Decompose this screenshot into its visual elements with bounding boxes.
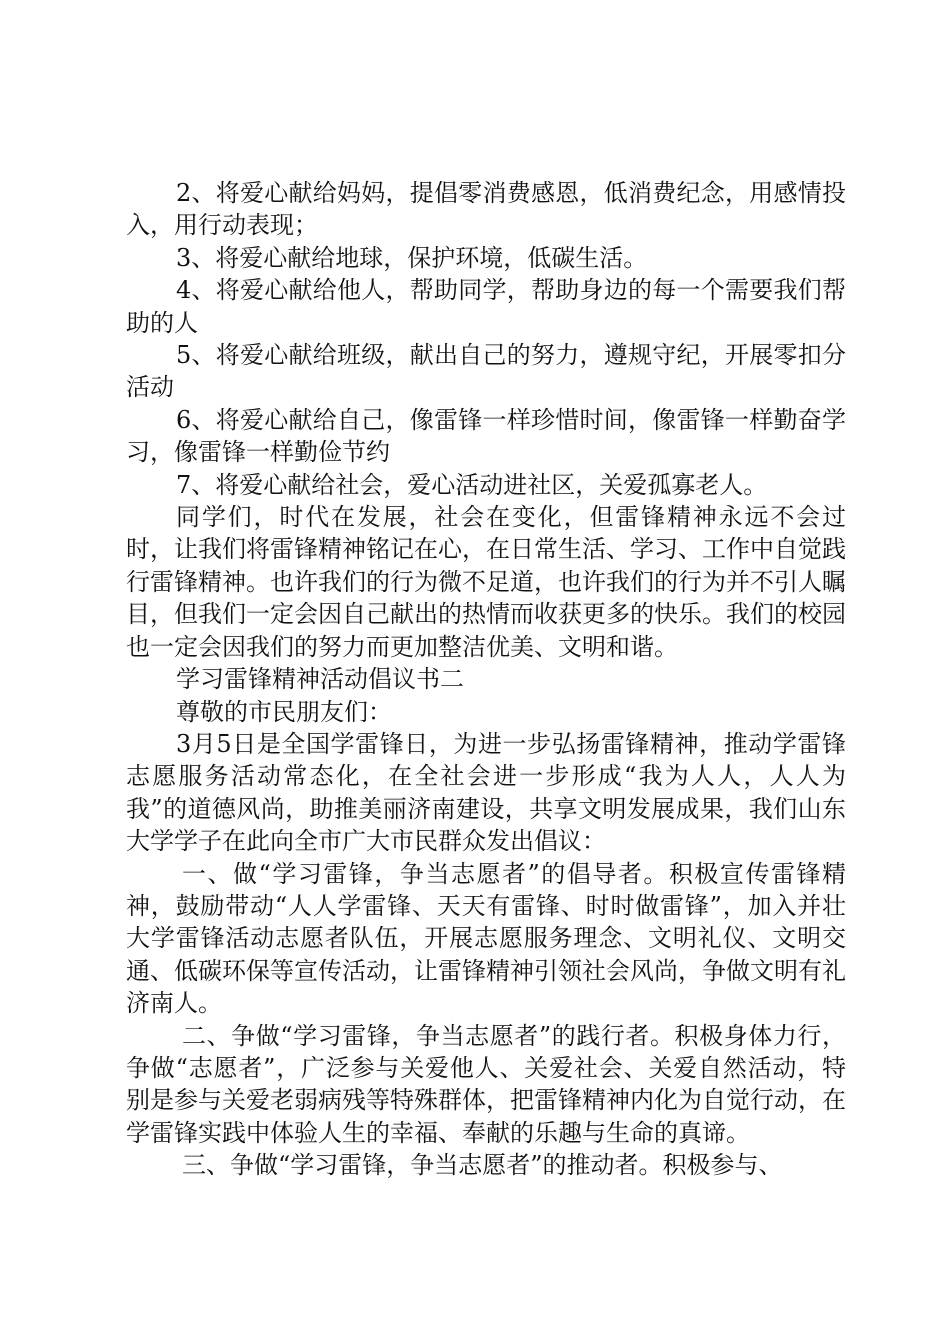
item-6-self: 6、将爱心献给自己，像雷锋一样珍惜时间，像雷锋一样勤奋学习，像雷锋一样勤俭节约 [126, 405, 846, 467]
point-1-advocate: 一、做“学习雷锋，争当志愿者”的倡导者。积极宣传雷锋精神，鼓励带动“人人学雷锋、天天有雷锋、时时做雷锋”，加入并壮大学雷锋活动志愿者队伍，开展志愿服务理念、文明礼仪、文明交通、低碳环保等宣传活动，让雷锋精神引领社会风尚，争做文明有礼济南人。 [126, 859, 846, 1018]
item-3-earth: 3、将爱心献给地球，保护环境，低碳生活。 [176, 243, 648, 272]
item-5-class: 5、将爱心献给班级，献出自己的努力，遵规守纪，开展零扣分活动 [126, 341, 846, 402]
section-title: 学习雷锋精神活动倡议书二 [176, 665, 464, 694]
item-4-others: 4、将爱心献给他人，帮助同学，帮助身边的每一个需要我们帮助的人 [126, 276, 846, 337]
item-2-mother: 2、将爱心献给妈妈，提倡零消费感恩，低消费纪念，用感情投入，用行动表现； [126, 179, 846, 240]
document-body [126, 177, 846, 1182]
item-7-society: 7、将爱心献给社会，爱心活动进社区，关爱孤寡老人。 [176, 470, 768, 499]
point-3-promoter: 三、争做“学习雷锋，争当志愿者”的推动者。积极参与、 [182, 1151, 783, 1180]
closing-paragraph: 同学们，时代在发展，社会在变化，但雷锋精神永远不会过时，让我们将雷锋精神铭记在心，在日常生活、学习、工作中自觉践行雷锋精神。也许我们的行为微不足道，也许我们的行为并不引人瞩目，但我们一定会因自己献出的热情而收获更多的快乐。我们的校园也一定会因我们的努力而更加整洁优美、文明和谐。 [126, 503, 846, 661]
salutation: 尊敬的市民朋友们： [176, 697, 392, 726]
intro-paragraph: 3月5日是全国学雷锋日，为进一步弘扬雷锋精神，推动学雷锋志愿服务活动常态化，在全社会进一步形成“我为人人，人人为我”的道德风尚，助推美丽济南建设，共享文明发展成果，我们山东大学学子在此向全市广大市民群众发出倡议： [126, 729, 846, 856]
point-2-practitioner: 二、争做“学习雷锋，争当志愿者”的践行者。积极身体力行，争做“志愿者”，广泛参与关爱他人、关爱社会、关爱自然活动，特别是参与关爱老弱病残等特殊群体，把雷锋精神内化为自觉行动，在学雷锋实践中体验人生的幸福、奉献的乐趣与生命的真谛。 [126, 1021, 846, 1147]
